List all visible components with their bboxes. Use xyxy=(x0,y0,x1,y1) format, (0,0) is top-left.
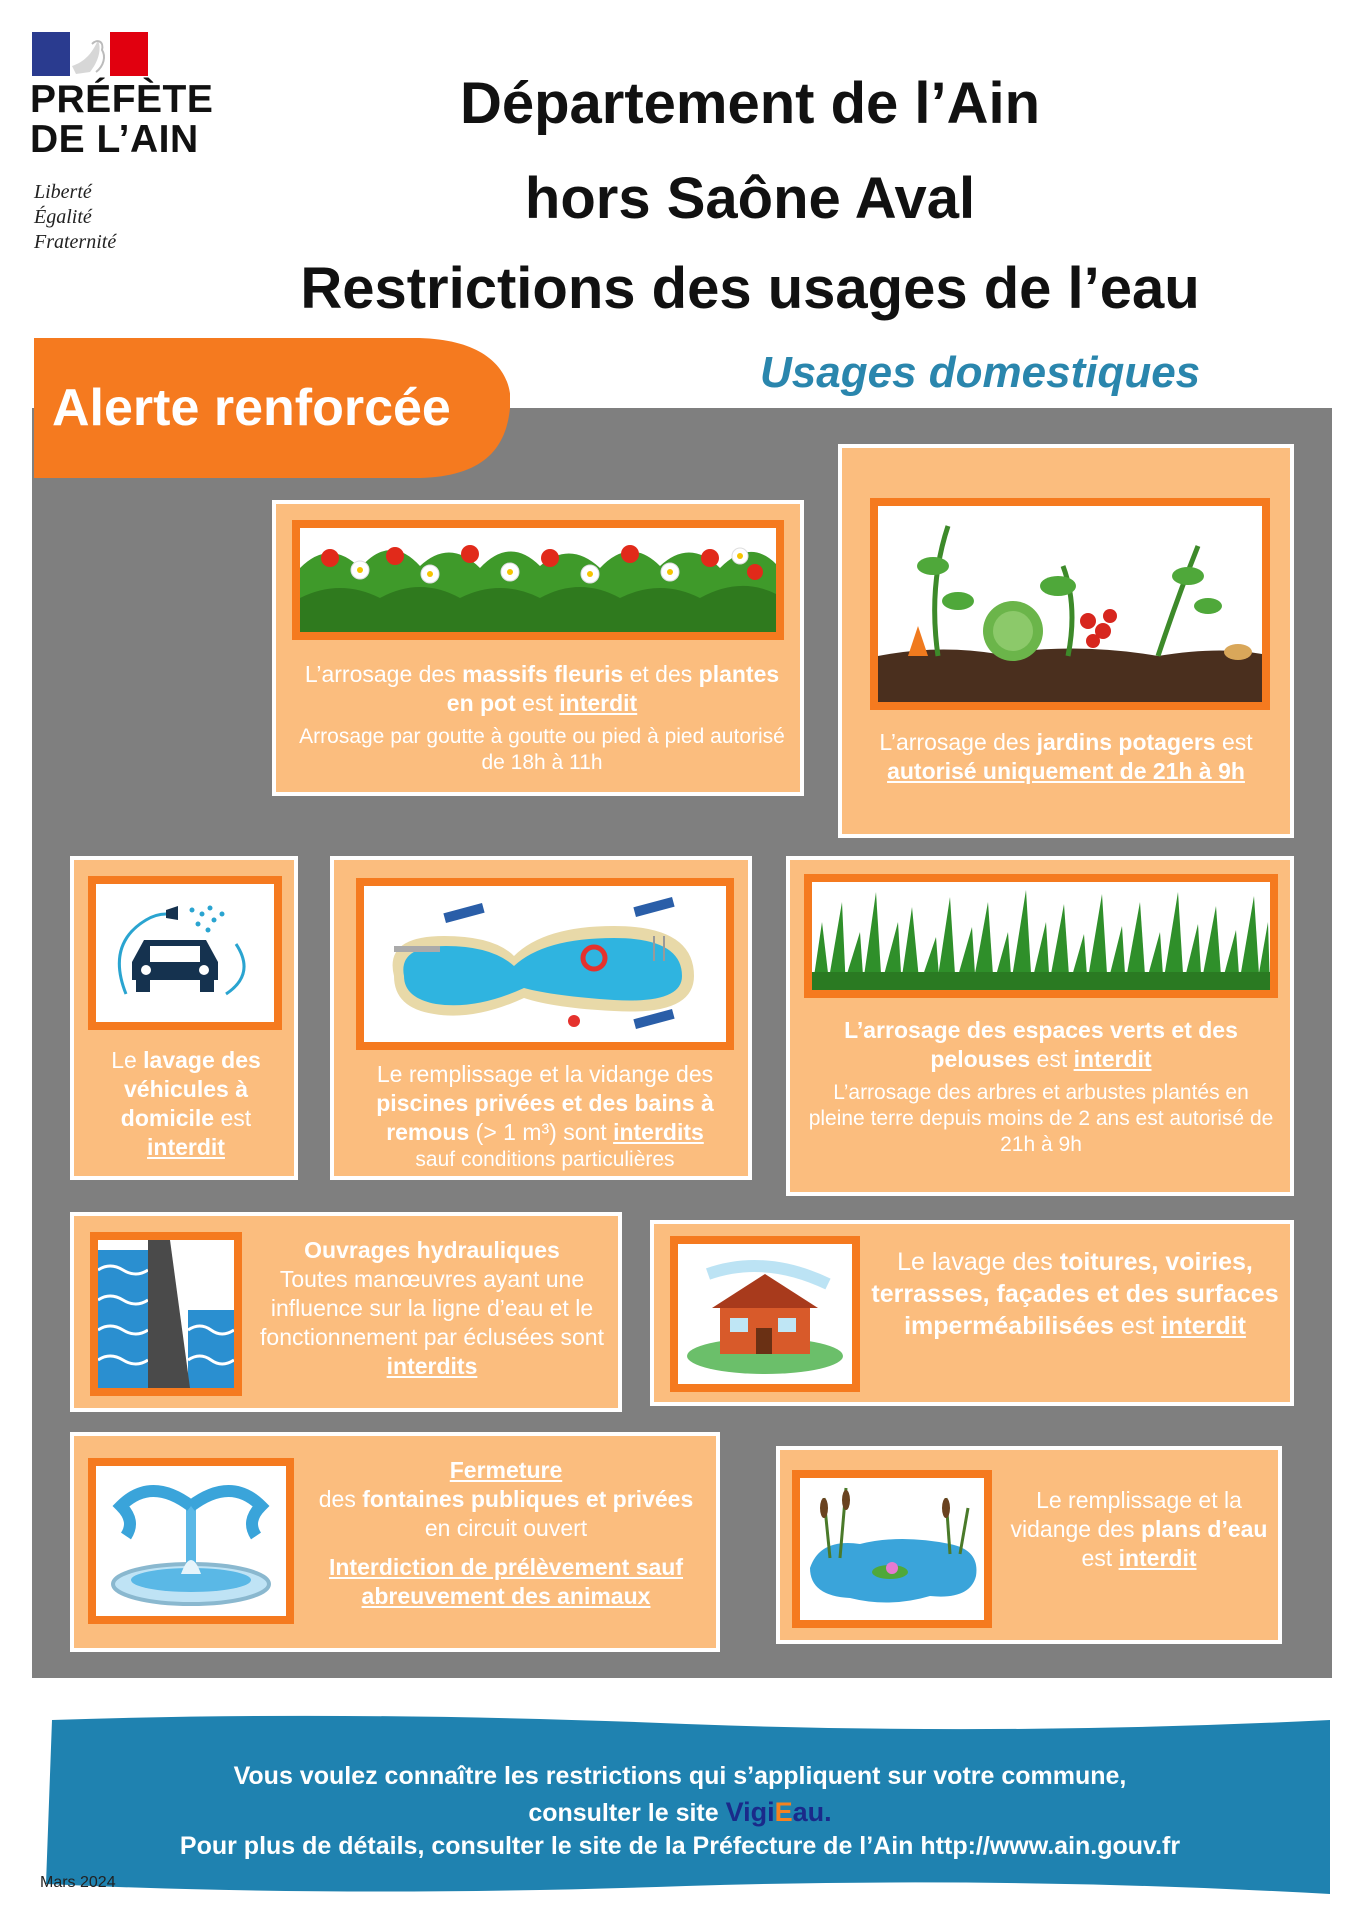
page-title-line3: Restrictions des usages de l’eau xyxy=(300,256,1200,321)
card-green-spaces xyxy=(786,856,1294,1196)
card-ponds xyxy=(776,1446,1282,1644)
card-fountains xyxy=(70,1432,720,1652)
card-flower-beds xyxy=(272,500,804,796)
pond-icon xyxy=(800,1478,984,1620)
swimming-pool-icon xyxy=(364,886,726,1042)
fountain-icon xyxy=(96,1466,286,1616)
ponds-text: Le remplissage et la vidange des plans d’eau est interdit xyxy=(1010,1487,1268,1571)
flower-beds-text: L’arrosage des massifs fleuris et des plantes en pot est interdit Arrosage par goutte à goutte ou pied à pied autorisé de 18h à 11h xyxy=(299,661,785,774)
vegetable-garden-icon xyxy=(878,506,1262,702)
car-wash-icon xyxy=(96,884,274,1022)
pond-image-frame xyxy=(792,1470,992,1628)
house-image-frame xyxy=(670,1236,860,1392)
dam-image-frame xyxy=(90,1232,242,1396)
green-spaces-text: L’arrosage des espaces verts et des pelouses est interdit L’arrosage des arbres et arbustes plantés en pleine terre depuis moins de 2 ans est autorisé de 21h à 9h xyxy=(808,1017,1274,1156)
vigieau-link[interactable]: VigiEau. xyxy=(725,1797,832,1827)
page-title-line1: Département de l’Ain xyxy=(459,71,1041,136)
fountain-image-frame xyxy=(88,1458,294,1624)
alert-level-label: Alerte renforcée xyxy=(52,379,451,437)
house-icon xyxy=(678,1244,852,1384)
card-vegetable-gardens xyxy=(838,444,1294,838)
card-vehicle-washing xyxy=(70,856,298,1180)
page-title-line2: hors Saône Aval xyxy=(524,166,976,231)
garden-image-frame xyxy=(870,498,1270,710)
marianne-logo xyxy=(32,32,148,76)
flowers-icon xyxy=(300,528,776,632)
card-private-pools xyxy=(330,856,752,1180)
footer-line2: consulter le site VigiEau. xyxy=(528,1797,832,1827)
vegetable-gardens-text: L’arrosage des jardins potagers est autorisé uniquement de 21h à 9h xyxy=(879,729,1253,784)
hydraulic-works-text: Ouvrages hydrauliques Toutes manœuvres ayant une influence sur la ligne d’eau et le fonctionnement par éclusées sont interdits xyxy=(260,1237,604,1379)
republic-motto: Liberté Égalité Fraternité xyxy=(34,181,117,253)
vehicle-washing-text: Le lavage des véhicules à domicile est interdit xyxy=(111,1047,261,1160)
car-image-frame xyxy=(88,876,282,1030)
private-pools-text: Le remplissage et la vidange des piscines privées et des bains à remous (> 1 m³) sont interdits sauf conditions particulières xyxy=(376,1061,714,1171)
fountains-text: Fermeture des fontaines publiques et privées en circuit ouvert Interdiction de prélèvement sauf abreuvement des animaux xyxy=(318,1457,694,1609)
prefecture-name: PRÉFÈTE DE L’AIN xyxy=(30,78,214,161)
category-label: Usages domestiques xyxy=(760,348,1201,397)
footer-line3[interactable]: Pour plus de détails, consulter le site de la Préfecture de l’Ain http://www.ain.gouv.fr xyxy=(179,1832,1181,1860)
card-hydraulic-works xyxy=(70,1212,622,1412)
card-surface-washing xyxy=(650,1220,1294,1406)
grass-image-frame xyxy=(804,874,1278,998)
footer-line1: Vous voulez connaître les restrictions qui s’appliquent sur votre commune, xyxy=(233,1762,1127,1790)
pool-image-frame xyxy=(356,878,734,1050)
publication-date: Mars 2024 xyxy=(40,1874,116,1891)
dam-icon xyxy=(98,1240,234,1388)
surface-washing-text: Le lavage des toitures, voiries, terrasses, façades et des surfaces imperméabilisées est interdit xyxy=(871,1248,1279,1340)
flower-image-frame xyxy=(292,520,784,640)
grass-icon xyxy=(812,882,1270,990)
